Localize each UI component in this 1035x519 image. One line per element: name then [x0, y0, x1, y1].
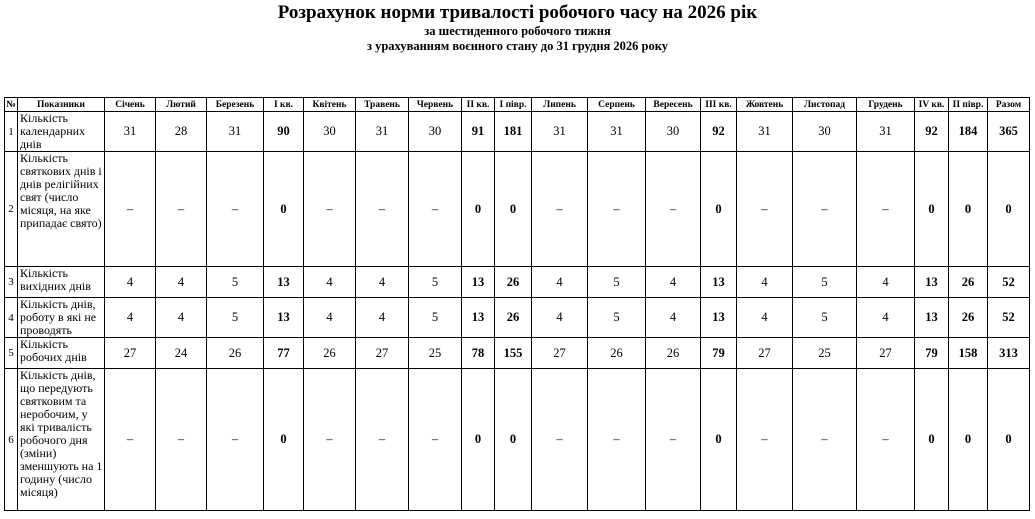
table-cell: 26: [207, 338, 264, 369]
table-cell: 13: [462, 267, 495, 298]
table-cell: 5: [207, 298, 264, 338]
indicator-label: Кількість днів, роботу в які не проводять: [18, 298, 105, 338]
table-cell: 181: [495, 112, 532, 152]
column-header: II кв.: [462, 98, 495, 112]
table-cell: 31: [737, 112, 793, 152]
column-header: Показники: [18, 98, 105, 112]
document-subtitle-week: за шестиденного робочого тижня: [424, 24, 611, 38]
table-cell: –: [105, 152, 156, 267]
table-cell: 184: [949, 112, 988, 152]
document-subtitle-martial-law: з урахуванням воєнного стану до 31 грудня 2026 року: [366, 39, 669, 53]
column-header: Жовтень: [737, 98, 793, 112]
table-cell: –: [304, 369, 356, 511]
table-cell: 27: [105, 338, 156, 369]
table-row: [5, 152, 1030, 267]
table-cell: 52: [988, 298, 1030, 338]
table-cell: 0: [264, 152, 304, 267]
table-cell: 13: [701, 267, 737, 298]
table-cell: 31: [207, 112, 264, 152]
column-header: IV кв.: [915, 98, 949, 112]
table-cell: 27: [857, 338, 915, 369]
table-cell: 5: [409, 298, 462, 338]
table-cell: –: [105, 369, 156, 511]
table-cell: 4: [156, 267, 207, 298]
indicator-label: Кількість робочих днів: [18, 338, 105, 369]
column-header: Липень: [532, 98, 588, 112]
table-cell: 0: [949, 152, 988, 267]
table-cell: 0: [495, 152, 532, 267]
table-cell: 27: [737, 338, 793, 369]
table-cell: 4: [304, 298, 356, 338]
table-cell: 31: [532, 112, 588, 152]
indicator-label: Кількість святкових днів і днів релігійних свят (число місяця, на яке припадає свято): [18, 152, 105, 267]
table-cell: 5: [207, 267, 264, 298]
document-header: [0, 0, 1035, 54]
indicator-label: Кількість вихідних днів: [18, 267, 105, 298]
table-cell: –: [207, 369, 264, 511]
table-cell: 0: [915, 369, 949, 511]
table-cell: 30: [304, 112, 356, 152]
table-cell: 5: [409, 267, 462, 298]
table-cell: 26: [646, 338, 701, 369]
table-cell: 4: [304, 267, 356, 298]
column-header: Лютий: [156, 98, 207, 112]
column-header: №: [6, 99, 16, 110]
column-header: Квітень: [304, 98, 356, 112]
table-cell: 90: [264, 112, 304, 152]
table-cell: 4: [737, 267, 793, 298]
table-cell: 25: [793, 338, 857, 369]
table-cell: 158: [949, 338, 988, 369]
table-cell: 0: [988, 369, 1030, 511]
row-number: 4: [5, 298, 18, 338]
table-cell: 4: [356, 298, 409, 338]
table-cell: 4: [105, 267, 156, 298]
column-header: Вересень: [646, 98, 701, 112]
table-cell: 31: [356, 112, 409, 152]
table-cell: –: [737, 369, 793, 511]
table-cell: 27: [532, 338, 588, 369]
table-row: [5, 267, 1030, 298]
table-cell: 13: [264, 267, 304, 298]
table-cell: 4: [532, 267, 588, 298]
column-header: Грудень: [857, 98, 915, 112]
table-cell: 155: [495, 338, 532, 369]
table-cell: 5: [793, 267, 857, 298]
table-cell: –: [588, 369, 646, 511]
table-cell: 92: [701, 112, 737, 152]
column-header: II півр.: [949, 98, 988, 112]
table-cell: 52: [988, 267, 1030, 298]
table-cell: 26: [495, 298, 532, 338]
table-cell: 26: [304, 338, 356, 369]
table-cell: –: [588, 152, 646, 267]
table-cell: 27: [356, 338, 409, 369]
table-cell: –: [532, 152, 588, 267]
table-cell: 4: [105, 298, 156, 338]
column-header: Травень: [356, 98, 409, 112]
table-cell: 4: [646, 298, 701, 338]
column-header: III кв.: [701, 98, 737, 112]
table-cell: –: [356, 152, 409, 267]
table-cell: 0: [495, 369, 532, 511]
table-cell: 77: [264, 338, 304, 369]
table-cell: –: [737, 152, 793, 267]
column-header: Разом: [988, 98, 1030, 112]
table-cell: 13: [915, 298, 949, 338]
table-cell: 26: [588, 338, 646, 369]
table-cell: 79: [701, 338, 737, 369]
table-cell: 92: [915, 112, 949, 152]
table-row: [5, 112, 1030, 152]
table-cell: –: [646, 152, 701, 267]
row-number: 5: [5, 338, 18, 369]
row-number: 1: [5, 112, 18, 152]
table-cell: 0: [988, 152, 1030, 267]
table-row: [5, 298, 1030, 338]
table-row: [5, 338, 1030, 369]
table-cell: 4: [532, 298, 588, 338]
column-header: Листопад: [793, 98, 857, 112]
column-header: I кв.: [264, 98, 304, 112]
table-cell: 31: [105, 112, 156, 152]
table-cell: –: [857, 152, 915, 267]
table-cell: –: [356, 369, 409, 511]
table-cell: –: [857, 369, 915, 511]
work-hours-table: [4, 97, 1030, 511]
table-cell: 26: [949, 298, 988, 338]
table-cell: –: [409, 369, 462, 511]
table-cell: 31: [857, 112, 915, 152]
table-cell: 24: [156, 338, 207, 369]
table-cell: 4: [156, 298, 207, 338]
table-cell: 30: [409, 112, 462, 152]
table-cell: –: [646, 369, 701, 511]
table-cell: 31: [588, 112, 646, 152]
table-cell: 0: [949, 369, 988, 511]
table-cell: 4: [737, 298, 793, 338]
table-cell: 13: [701, 298, 737, 338]
table-cell: 4: [356, 267, 409, 298]
table-cell: 4: [646, 267, 701, 298]
table-cell: 13: [915, 267, 949, 298]
table-cell: 0: [462, 369, 495, 511]
table-cell: 0: [701, 369, 737, 511]
table-row: [5, 369, 1030, 511]
table-cell: 5: [588, 267, 646, 298]
table-cell: –: [532, 369, 588, 511]
table-cell: –: [207, 152, 264, 267]
table-cell: 4: [857, 298, 915, 338]
column-header: Червень: [409, 98, 462, 112]
table-cell: –: [156, 152, 207, 267]
table-cell: 13: [462, 298, 495, 338]
table-cell: –: [409, 152, 462, 267]
column-header: Серпень: [588, 98, 646, 112]
column-header: Січень: [105, 98, 156, 112]
row-number: 2: [5, 152, 18, 267]
indicator-label: Кількість календарних днів: [18, 112, 105, 152]
column-header: I півр.: [495, 98, 532, 112]
table-cell: –: [156, 369, 207, 511]
table-cell: 0: [701, 152, 737, 267]
table-cell: 365: [988, 112, 1030, 152]
table-cell: 78: [462, 338, 495, 369]
column-header: Березень: [207, 98, 264, 112]
table-cell: 0: [264, 369, 304, 511]
table-cell: 5: [793, 298, 857, 338]
document-title: Розрахунок норми тривалості робочого часу на 2026 рік: [277, 2, 758, 23]
table-cell: 30: [793, 112, 857, 152]
table-cell: 26: [495, 267, 532, 298]
table-cell: –: [793, 369, 857, 511]
table-cell: –: [793, 152, 857, 267]
table-cell: 26: [949, 267, 988, 298]
table-cell: 30: [646, 112, 701, 152]
table-cell: 0: [915, 152, 949, 267]
table-cell: 91: [462, 112, 495, 152]
table-cell: 4: [857, 267, 915, 298]
table-cell: 0: [462, 152, 495, 267]
row-number: 6: [5, 369, 18, 511]
indicator-label: Кількість днів, що передують святковим та неробочим, у які тривалість робочого дня (зміни) зменшують на 1 годину (число місяця): [18, 369, 105, 511]
table-cell: 25: [409, 338, 462, 369]
table-header-row: [5, 98, 1030, 112]
table-cell: –: [304, 152, 356, 267]
table-cell: 13: [264, 298, 304, 338]
table-cell: 313: [988, 338, 1030, 369]
row-number: 3: [5, 267, 18, 298]
table-cell: 28: [156, 112, 207, 152]
table-cell: 5: [588, 298, 646, 338]
table-cell: 79: [915, 338, 949, 369]
